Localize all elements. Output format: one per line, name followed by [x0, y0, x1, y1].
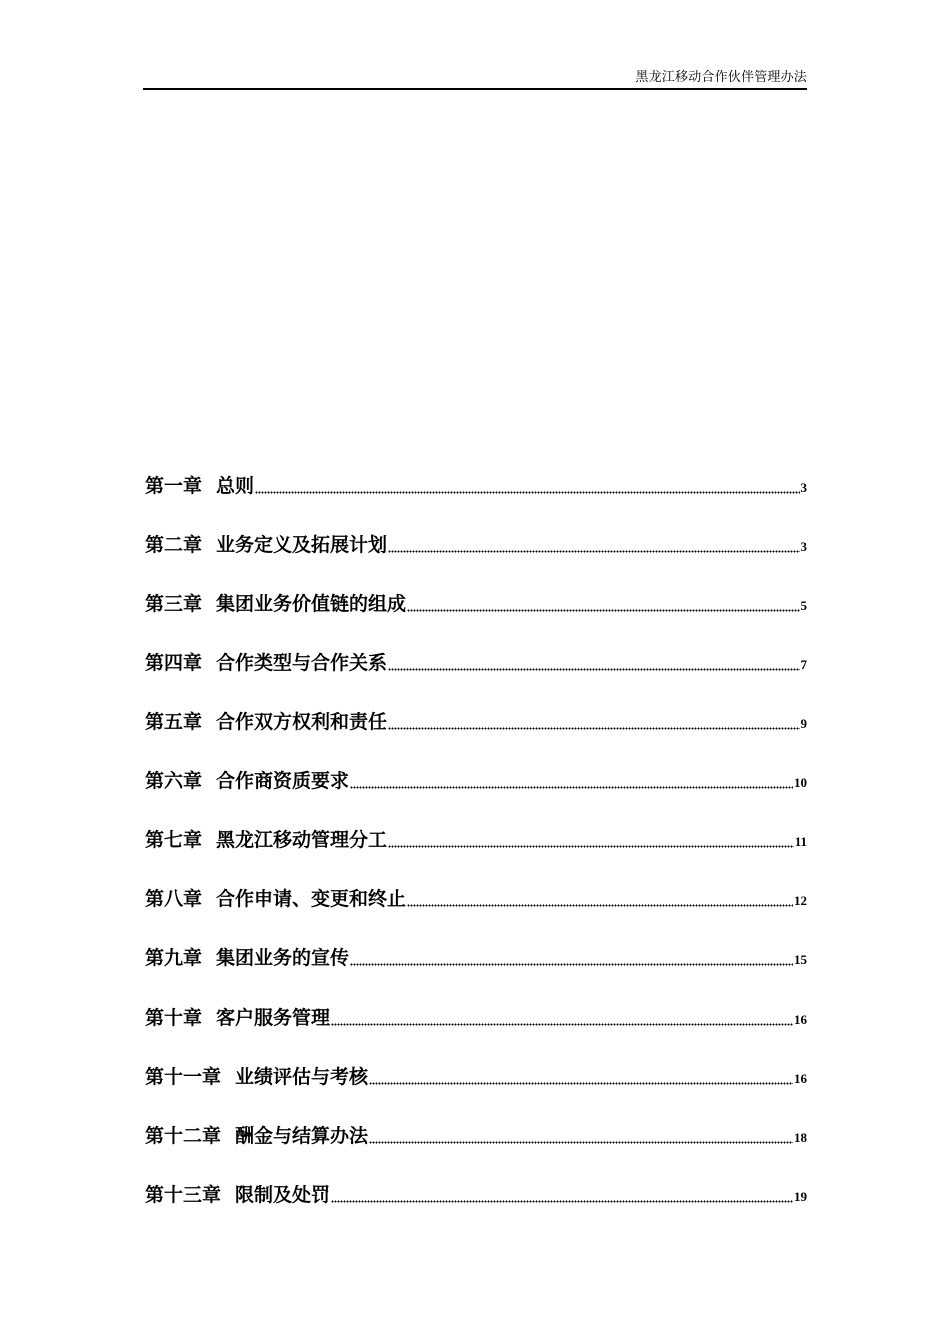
toc-chapter-number: 第六章	[145, 770, 203, 792]
toc-page-number: 11	[794, 834, 807, 849]
toc-dot-leader	[388, 663, 799, 671]
toc-chapter-title: 合作类型与合作关系	[216, 652, 388, 674]
toc-entry[interactable]	[145, 702, 807, 736]
toc-page-number: 9	[800, 716, 807, 731]
toc-chapter-number: 第二章	[145, 534, 203, 556]
toc-entry[interactable]	[145, 643, 807, 677]
toc-page-number: 7	[800, 657, 807, 672]
toc-entry[interactable]	[145, 1175, 807, 1209]
toc-entry[interactable]	[145, 761, 807, 795]
toc-chapter-title: 总则	[216, 475, 255, 497]
toc-entry[interactable]	[145, 466, 807, 500]
toc-dot-leader	[369, 1136, 793, 1144]
toc-chapter-number: 第十三章	[145, 1184, 222, 1206]
toc-chapter-number: 第五章	[145, 711, 203, 733]
toc-entry[interactable]	[145, 820, 807, 854]
toc-chapter-number: 第十章	[145, 1007, 203, 1029]
toc-dot-leader	[388, 840, 794, 848]
toc-dot-leader	[369, 1077, 793, 1085]
toc-chapter-title: 酬金与结算办法	[235, 1125, 369, 1147]
toc-page-number: 10	[794, 775, 807, 790]
toc-dot-leader	[255, 486, 799, 494]
toc-chapter-title: 业务定义及拓展计划	[216, 534, 388, 556]
toc-chapter-title: 合作申请、变更和终止	[216, 888, 407, 910]
toc-chapter-number: 第七章	[145, 829, 203, 851]
toc-entry[interactable]	[145, 879, 807, 913]
header-title: 黑龙江移动合作伙伴管理办法	[635, 70, 807, 85]
toc-page-number: 19	[794, 1189, 807, 1204]
toc-entry[interactable]	[145, 525, 807, 559]
toc-dot-leader	[331, 1018, 793, 1026]
toc-dot-leader	[331, 1195, 793, 1203]
toc-chapter-number: 第八章	[145, 888, 203, 910]
toc-entry[interactable]	[145, 938, 807, 972]
toc-dot-leader	[407, 604, 799, 612]
toc-chapter-title: 业绩评估与考核	[235, 1066, 369, 1088]
toc-page-number: 3	[800, 539, 807, 554]
toc-page-number: 16	[794, 1012, 807, 1027]
toc-chapter-title: 集团业务的宣传	[216, 947, 350, 969]
toc-page-number: 5	[800, 598, 807, 613]
toc-dot-leader	[350, 781, 793, 789]
toc-chapter-title: 客户服务管理	[216, 1007, 331, 1029]
toc-page-number: 3	[800, 480, 807, 495]
page-header	[143, 62, 807, 90]
toc-page-number: 16	[794, 1071, 807, 1086]
toc-chapter-title: 限制及处罚	[235, 1184, 331, 1206]
toc-chapter-title: 合作商资质要求	[216, 770, 350, 792]
toc-dot-leader	[407, 899, 793, 907]
toc-entry[interactable]	[145, 584, 807, 618]
toc-chapter-title: 黑龙江移动管理分工	[216, 829, 388, 851]
toc-dot-leader	[388, 722, 799, 730]
toc-page-number: 12	[794, 893, 807, 908]
toc-page-number: 15	[794, 952, 807, 967]
toc-entry[interactable]	[145, 1116, 807, 1150]
toc-chapter-number: 第一章	[145, 475, 203, 497]
toc-dot-leader	[388, 545, 799, 553]
toc-chapter-title: 集团业务价值链的组成	[216, 593, 407, 615]
toc-chapter-number: 第十二章	[145, 1125, 222, 1147]
toc-entry[interactable]	[145, 1057, 807, 1091]
toc-chapter-number: 第三章	[145, 593, 203, 615]
toc-chapter-title: 合作双方权利和责任	[216, 711, 388, 733]
toc-entry[interactable]	[145, 998, 807, 1032]
toc-dot-leader	[350, 958, 793, 966]
toc-chapter-number: 第十一章	[145, 1066, 222, 1088]
toc-chapter-number: 第四章	[145, 652, 203, 674]
toc-page-number: 18	[794, 1130, 807, 1145]
toc-chapter-number: 第九章	[145, 947, 203, 969]
